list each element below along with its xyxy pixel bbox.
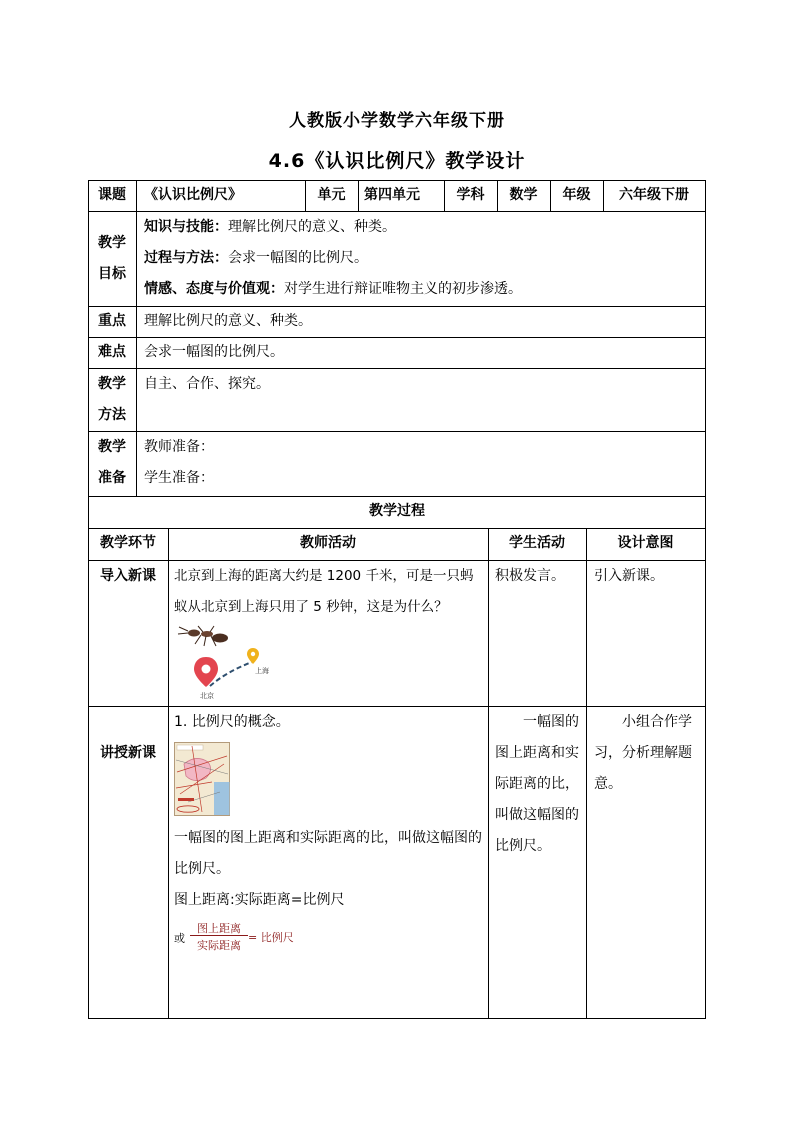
intent-line: 习，分析理解题 xyxy=(594,745,692,761)
subject-label: 学科 xyxy=(456,187,485,203)
difficulty-label: 难点 xyxy=(98,344,126,360)
map-thumbnail xyxy=(174,742,230,816)
topic-value: 《认识比例尺》 xyxy=(144,187,242,203)
subject-value: 数学 xyxy=(509,187,538,203)
formula-result: = 比例尺 xyxy=(248,931,294,944)
grade-value: 六年级下册 xyxy=(619,187,689,203)
document-title: 人教版小学数学六年级下册 xyxy=(289,111,505,131)
column-header: 教学环节 xyxy=(100,535,156,551)
formula-denominator: 实际距离 xyxy=(197,939,241,952)
method-text: 自主、合作、探究。 xyxy=(144,376,270,392)
teacher-line: 北京到上海的距离大约是 1200 千米，可是一只蚂 xyxy=(174,568,474,584)
map-pin-icon xyxy=(194,657,218,687)
grade-label: 年级 xyxy=(562,187,591,203)
key-point-text: 理解比例尺的意义、种类。 xyxy=(144,313,312,329)
method-label-2: 方法 xyxy=(98,407,126,423)
intent-line: 引入新课。 xyxy=(594,568,664,584)
student-line: 际距离的比， xyxy=(495,776,579,792)
intent-line: 小组合作学 xyxy=(594,714,692,730)
column-header: 教师活动 xyxy=(300,535,356,551)
stage-label: 导入新课 xyxy=(100,568,156,584)
student-line: 积极发言。 xyxy=(495,568,565,584)
goal-text: 会求一幅图的比例尺。 xyxy=(228,250,368,266)
goal-key: 知识与技能： xyxy=(144,219,228,235)
student-line: 图上距离和实 xyxy=(495,745,579,761)
formula-prefix: 或 xyxy=(174,932,185,945)
goal-item xyxy=(144,212,396,243)
prep-student: 学生准备： xyxy=(144,470,214,486)
goal-item xyxy=(144,243,368,274)
goal-item xyxy=(144,274,522,305)
difficulty-text: 会求一幅图的比例尺。 xyxy=(144,344,284,360)
map-pin-icon xyxy=(247,648,259,664)
method-label-1: 教学 xyxy=(98,376,126,392)
unit-label: 单元 xyxy=(317,187,346,203)
goal-text: 对学生进行辩证唯物主义的初步渗透。 xyxy=(284,281,522,297)
prep-label-2: 准备 xyxy=(98,470,126,486)
student-line: 叫做这幅图的 xyxy=(495,807,579,823)
prep-teacher: 教师准备： xyxy=(144,439,214,455)
column-header: 设计意图 xyxy=(617,535,674,551)
goals-label-1: 教学 xyxy=(98,235,126,251)
teacher-line: 图上距离:实际距离=比例尺 xyxy=(174,892,345,908)
goal-key: 情感、态度与价值观： xyxy=(144,281,284,297)
student-line: 比例尺。 xyxy=(495,838,551,854)
topic-label: 课题 xyxy=(98,187,126,203)
formula-numerator: 图上距离 xyxy=(197,922,241,935)
goal-text: 理解比例尺的意义、种类。 xyxy=(228,219,396,235)
goals-label-2: 目标 xyxy=(98,266,126,282)
teacher-line: 一幅图的图上距离和实际距离的比，叫做这幅图的 xyxy=(174,830,482,846)
ant-map-illustration xyxy=(176,624,276,702)
fraction-bar xyxy=(190,935,248,936)
column-header: 学生活动 xyxy=(509,535,565,551)
key-point-label: 重点 xyxy=(98,313,126,329)
map-label-shanghai: 上海 xyxy=(255,667,269,675)
teacher-line: 蚁从北京到上海只用了 5 秒钟，这是为什么？ xyxy=(174,599,448,615)
process-heading: 教学过程 xyxy=(369,503,425,519)
ant-icon xyxy=(178,626,228,646)
teacher-line: 比例尺。 xyxy=(174,861,230,877)
intent-line: 意。 xyxy=(594,776,622,792)
scale-formula xyxy=(174,918,314,954)
goal-key: 过程与方法： xyxy=(144,250,228,266)
teacher-line: 1. 比例尺的概念。 xyxy=(174,714,290,730)
unit-value: 第四单元 xyxy=(364,187,420,203)
prep-label-1: 教学 xyxy=(98,439,126,455)
document-subtitle: 4.6《认识比例尺》教学设计 xyxy=(268,150,526,172)
student-line: 一幅图的 xyxy=(495,714,579,730)
map-label-beijing: 北京 xyxy=(200,692,214,700)
stage-label: 讲授新课 xyxy=(100,745,156,761)
